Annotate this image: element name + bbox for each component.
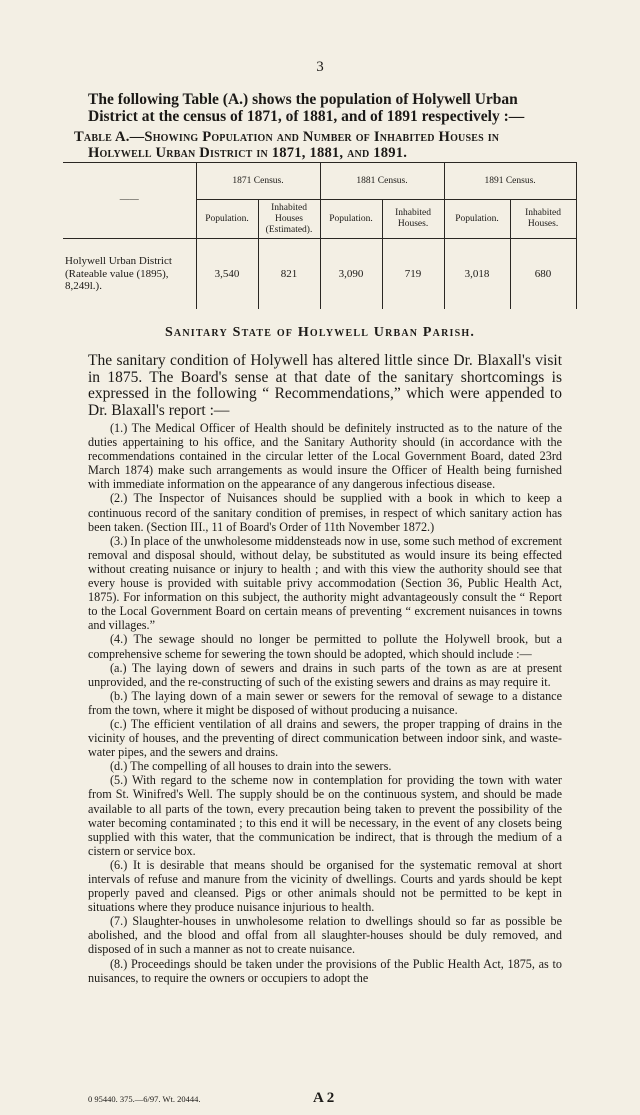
lead-paragraph: The sanitary condition of Holywell has altered little since Dr. Blaxall's visit in 1875. The Board's sense at that date of the sanitary shortcomings is expressed in the following “ Recommendations,” which were appended to Dr. Blaxall's report :— (88, 352, 562, 419)
subheader-1871-houses: Inhabited Houses (Estimated). (258, 200, 320, 239)
recommendation-6: (6.) It is desirable that means should be organised for the systematic removal at short intervals of refuse and manure from the vicinity of dwellings. Courts and yards should be kept properly paved and cleansed. Pigs or other animals should not be permitted to be kept in situations where they produce nuisance injurious to health. (88, 857, 562, 915)
table-title-line-1: Table A.—Showing Population and Number of Inhabited Houses in (74, 129, 500, 145)
cell-1871-population: 3,540 (196, 239, 258, 310)
recommendation-1: (1.) The Medical Officer of Health should be definitely instructed as to the nature of the duties appertaining to his office, and the Sanitary Authority should (in accordance with the recommendations contained in the circular letter of the Local Government Board, dated 23rd March 1874) make such arrangements as would insure the Officer of Health being furnished with immediate information on the appearance of any dangerous infectious disease. (88, 421, 562, 492)
footer (88, 1090, 568, 1106)
header-1881-census: 1881 Census. (320, 163, 444, 200)
header-1871-census: 1871 Census. (196, 163, 320, 200)
recommendation-8: (8.) Proceedings should be taken under the provisions of the Public Health Act, 1875, as to nuisances, to require the owners or occupiers to adopt the (88, 956, 562, 985)
recommendation-2: (2.) The Inspector of Nuisances should be supplied with a book in which to keep a continuous record of the sanitary condition of premises, in respect of which sanitary action has been taken. (Section III., 11 of Board's Order of 11th November 1872.) (88, 491, 562, 534)
signature-mark: A 2 (313, 1090, 335, 1106)
subheader-1881-houses: Inhabited Houses. (382, 200, 444, 239)
recommendation-4c: (c.) The efficient ventilation of all drains and sewers, the proper trapping of drains in the vicinity of houses, and the preventing of direct communication between indoor sink, and waste-water pipes, and the sewers and drains. (88, 716, 562, 760)
recommendation-4a: (a.) The laying down of sewers and drains in such parts of the town as are at present unprovided, and the re-constructing of such of the existing sewers and drains as may require it. (88, 660, 562, 689)
recommendations-list (88, 421, 562, 985)
census-table (63, 162, 577, 309)
row-label-holywell: Holywell Urban District (Rateable value (1895), 8,249l.). (63, 239, 196, 310)
printer-imprint: 0 95440. 375.—6/97. Wt. 20444. (88, 1094, 201, 1104)
table-row (63, 239, 576, 310)
table-title-line-2: Holywell Urban District in 1871, 1881, and 1891. (88, 145, 408, 161)
recommendation-3: (3.) In place of the unwholesome middensteads now in use, some such method of excrement removal and disposal should, without delay, be substituted as would insure its being effected without creating nuisance or injury to health ; and with this view the authority should see that every house is provided with suitable privy accommodation (Section 36, Public Health Act, 1875). For information on this subject, the authority might advantageously consult the “ Report to the Local Government Board on certain means of preventing “ excrement nuisances in towns and villages.” (88, 533, 562, 633)
page-number: 3 (316, 59, 324, 75)
subheader-1891-houses: Inhabited Houses. (510, 200, 576, 239)
recommendation-4: (4.) The sewage should no longer be permitted to pollute the Holywell brook, but a comprehensive scheme for sewering the town should be adopted, which should include :— (88, 632, 562, 661)
recommendation-4d: (d.) The compelling of all houses to drain into the sewers. (110, 759, 392, 774)
subheader-1881-population: Population. (320, 200, 382, 239)
recommendation-7: (7.) Slaughter-houses in unwholesome relation to dwellings should so far as possible be abolished, and the blood and offal from all slaughter-houses should be duly removed, and disposed of in such a manner as not to create nuisance. (88, 914, 562, 957)
recommendation-4b: (b.) The laying down of a main sewer or sewers for the removal of sewage to a distance from the town, where it might be disposed of without producing a nuisance. (88, 688, 562, 717)
section-heading: Sanitary State of Holywell Urban Parish. (164, 325, 476, 340)
cell-1891-population: 3,018 (444, 239, 510, 310)
intro-paragraph: The following Table (A.) shows the population of Holywell Urban District at the census of 1871, of 1881, and of 1891 respectively :— (88, 91, 525, 125)
cell-1891-houses: 680 (510, 239, 576, 310)
cell-1881-houses: 719 (382, 239, 444, 310)
table-title (74, 129, 574, 161)
cell-1871-houses: 821 (258, 239, 320, 310)
recommendation-5: (5.) With regard to the scheme now in contemplation for providing the town with water from St. Winifred's Well. The supply should be on the continuous system, and should be made available to all parts of the town, every precaution being taken to prevent the possibility of the water becoming contaminated ; to this end it will be necessary, in the event of any closets being supplied with this water, that the communication be indirect, that is through the medium of a cistern or service box. (88, 773, 562, 858)
table-corner-dash: —— (63, 163, 196, 239)
subheader-1891-population: Population. (444, 200, 510, 239)
header-1891-census: 1891 Census. (444, 163, 576, 200)
cell-1881-population: 3,090 (320, 239, 382, 310)
subheader-1871-population: Population. (196, 200, 258, 239)
